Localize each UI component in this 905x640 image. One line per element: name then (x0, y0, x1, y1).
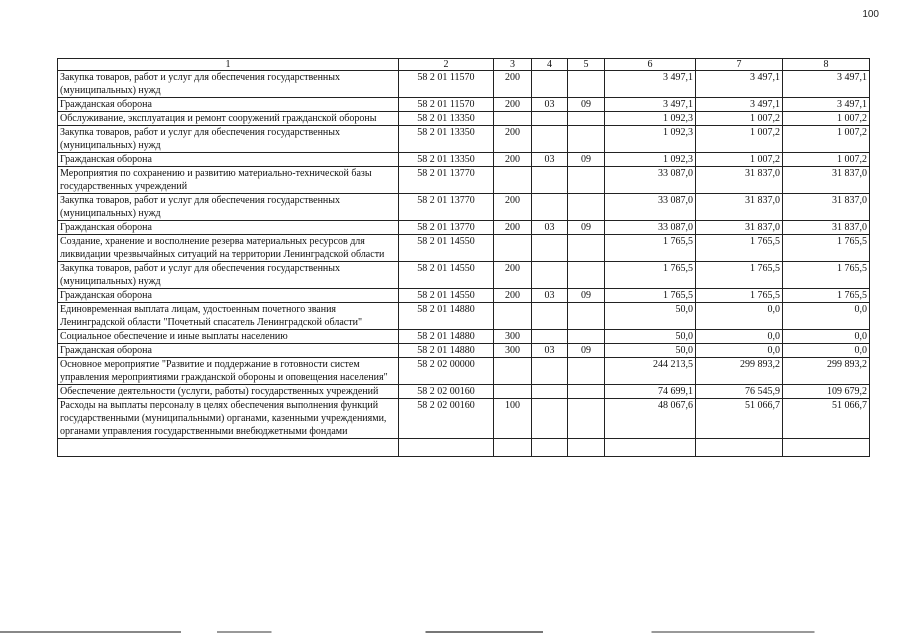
table-cell-col1: Мероприятия по сохранению и развитию материально-технической базы государственных учреждений (58, 167, 399, 194)
table-row (58, 330, 870, 344)
column-header-2: 2 (399, 59, 494, 71)
table-cell-col3: 200 (494, 126, 532, 153)
column-header-8: 8 (783, 59, 870, 71)
table-cell-col6: 1 765,5 (605, 289, 696, 303)
column-header-5: 5 (568, 59, 605, 71)
scan-edge-line (0, 631, 905, 633)
table-cell-col7: 1 765,5 (696, 235, 783, 262)
table-cell-col1: Обслуживание, эксплуатация и ремонт сооружений гражданской обороны (58, 112, 399, 126)
table-cell-col5 (568, 112, 605, 126)
table-cell-col3: 300 (494, 344, 532, 358)
table-cell-col5 (568, 385, 605, 399)
table-row (58, 235, 870, 262)
table-cell-col5 (568, 330, 605, 344)
table-cell-col8: 1 765,5 (783, 235, 870, 262)
table-cell-col3: 200 (494, 289, 532, 303)
table-cell-col4 (532, 303, 568, 330)
table-cell-col2: 58 2 01 13350 (399, 112, 494, 126)
table-cell-col3 (494, 167, 532, 194)
empty-table-row (58, 439, 870, 457)
table-cell-col5 (568, 126, 605, 153)
table-cell-col8: 1 765,5 (783, 262, 870, 289)
table-cell-col2: 58 2 01 14880 (399, 330, 494, 344)
table-cell-col7: 31 837,0 (696, 194, 783, 221)
table-cell-col2: 58 2 01 11570 (399, 71, 494, 98)
table-cell-col3: 200 (494, 194, 532, 221)
table-cell-col6: 1 765,5 (605, 262, 696, 289)
table-row (58, 289, 870, 303)
table-cell-col7: 31 837,0 (696, 221, 783, 235)
table-cell-col7: 51 066,7 (696, 399, 783, 439)
table-cell-col8: 3 497,1 (783, 71, 870, 98)
table-cell-col3: 200 (494, 153, 532, 167)
table-row (58, 153, 870, 167)
table-cell-col1: Обеспечение деятельности (услуги, работы) государственных учреждений (58, 385, 399, 399)
table-cell-col3: 100 (494, 399, 532, 439)
table-cell-col5 (568, 358, 605, 385)
table-cell-col1: Гражданская оборона (58, 344, 399, 358)
empty-cell (568, 439, 605, 457)
table-cell-col2: 58 2 02 00160 (399, 385, 494, 399)
table-row (58, 358, 870, 385)
table-cell-col1: Гражданская оборона (58, 98, 399, 112)
table-cell-col5 (568, 194, 605, 221)
table-cell-col3: 200 (494, 98, 532, 112)
table-cell-col4: 03 (532, 344, 568, 358)
table-cell-col8: 0,0 (783, 303, 870, 330)
table-cell-col1: Единовременная выплата лицам, удостоенным почетного звания Ленинградской области "Почетный спасатель Ленинградской области" (58, 303, 399, 330)
table-cell-col1: Гражданская оборона (58, 221, 399, 235)
table-cell-col2: 58 2 01 14550 (399, 262, 494, 289)
table-cell-col2: 58 2 02 00000 (399, 358, 494, 385)
table-cell-col2: 58 2 01 14880 (399, 344, 494, 358)
table-cell-col7: 299 893,2 (696, 358, 783, 385)
table-cell-col6: 50,0 (605, 344, 696, 358)
table-row (58, 303, 870, 330)
empty-cell (783, 439, 870, 457)
table-cell-col3 (494, 235, 532, 262)
empty-cell (696, 439, 783, 457)
table-cell-col5 (568, 71, 605, 98)
table-cell-col4: 03 (532, 98, 568, 112)
table-cell-col7: 0,0 (696, 303, 783, 330)
table-cell-col2: 58 2 01 14880 (399, 303, 494, 330)
table-cell-col4: 03 (532, 153, 568, 167)
table-row (58, 221, 870, 235)
table-cell-col5: 09 (568, 221, 605, 235)
table-cell-col1: Закупка товаров, работ и услуг для обеспечения государственных (муниципальных) нужд (58, 71, 399, 98)
table-cell-col8: 1 007,2 (783, 153, 870, 167)
table-cell-col3: 300 (494, 330, 532, 344)
table-cell-col8: 109 679,2 (783, 385, 870, 399)
empty-cell (58, 439, 399, 457)
table-cell-col8: 299 893,2 (783, 358, 870, 385)
table-cell-col3 (494, 303, 532, 330)
table-cell-col6: 1 765,5 (605, 235, 696, 262)
table-cell-col5 (568, 167, 605, 194)
table-cell-col2: 58 2 02 00160 (399, 399, 494, 439)
table-cell-col6: 3 497,1 (605, 98, 696, 112)
table-cell-col2: 58 2 01 13350 (399, 153, 494, 167)
table-cell-col4: 03 (532, 221, 568, 235)
table-cell-col4 (532, 330, 568, 344)
table-cell-col3 (494, 112, 532, 126)
table-cell-col8: 0,0 (783, 330, 870, 344)
table-cell-col4 (532, 358, 568, 385)
table-cell-col7: 3 497,1 (696, 71, 783, 98)
table-cell-col5: 09 (568, 98, 605, 112)
empty-cell (605, 439, 696, 457)
table-cell-col6: 244 213,5 (605, 358, 696, 385)
table-row (58, 194, 870, 221)
table-row (58, 167, 870, 194)
table-cell-col7: 1 007,2 (696, 153, 783, 167)
table-cell-col7: 1 007,2 (696, 126, 783, 153)
table-cell-col8: 3 497,1 (783, 98, 870, 112)
table-cell-col6: 50,0 (605, 303, 696, 330)
table-row (58, 262, 870, 289)
table-cell-col3: 200 (494, 221, 532, 235)
table-cell-col4 (532, 194, 568, 221)
table-cell-col1: Закупка товаров, работ и услуг для обеспечения государственных (муниципальных) нужд (58, 126, 399, 153)
table-cell-col1: Создание, хранение и восполнение резерва материальных ресурсов для ликвидации чрезвычайных ситуаций на территории Ленинградской области (58, 235, 399, 262)
table-row (58, 71, 870, 98)
table-cell-col6: 3 497,1 (605, 71, 696, 98)
table-cell-col5: 09 (568, 344, 605, 358)
table-cell-col4 (532, 399, 568, 439)
table-cell-col1: Гражданская оборона (58, 289, 399, 303)
table-body (58, 71, 870, 457)
table-cell-col5 (568, 262, 605, 289)
table-cell-col2: 58 2 01 14550 (399, 235, 494, 262)
table-cell-col4 (532, 385, 568, 399)
table-cell-col8: 31 837,0 (783, 221, 870, 235)
table-cell-col4 (532, 262, 568, 289)
table-cell-col5: 09 (568, 153, 605, 167)
table-cell-col8: 0,0 (783, 344, 870, 358)
budget-table (57, 58, 870, 457)
table-cell-col2: 58 2 01 13770 (399, 167, 494, 194)
table-cell-col6: 50,0 (605, 330, 696, 344)
table-cell-col7: 1 765,5 (696, 289, 783, 303)
table-cell-col2: 58 2 01 13770 (399, 221, 494, 235)
table-cell-col6: 33 087,0 (605, 221, 696, 235)
table-cell-col8: 31 837,0 (783, 167, 870, 194)
table-cell-col8: 51 066,7 (783, 399, 870, 439)
table-cell-col2: 58 2 01 14550 (399, 289, 494, 303)
table-cell-col6: 1 092,3 (605, 153, 696, 167)
table-cell-col2: 58 2 01 13350 (399, 126, 494, 153)
table-cell-col7: 3 497,1 (696, 98, 783, 112)
table-cell-col4: 03 (532, 289, 568, 303)
table-cell-col4 (532, 167, 568, 194)
table-cell-col5 (568, 235, 605, 262)
table-cell-col3 (494, 358, 532, 385)
table-cell-col1: Закупка товаров, работ и услуг для обеспечения государственных (муниципальных) нужд (58, 262, 399, 289)
table-cell-col7: 1 765,5 (696, 262, 783, 289)
table-cell-col3: 200 (494, 262, 532, 289)
table-cell-col4 (532, 112, 568, 126)
table-cell-col5: 09 (568, 289, 605, 303)
table-cell-col6: 1 092,3 (605, 126, 696, 153)
table-cell-col8: 1 765,5 (783, 289, 870, 303)
table-cell-col6: 48 067,6 (605, 399, 696, 439)
table-cell-col6: 33 087,0 (605, 194, 696, 221)
table-cell-col7: 31 837,0 (696, 167, 783, 194)
table-cell-col2: 58 2 01 11570 (399, 98, 494, 112)
table-row (58, 126, 870, 153)
table-cell-col4 (532, 235, 568, 262)
header-row (58, 59, 870, 71)
table-cell-col2: 58 2 01 13770 (399, 194, 494, 221)
table-cell-col5 (568, 399, 605, 439)
table-cell-col1: Гражданская оборона (58, 153, 399, 167)
table-row (58, 98, 870, 112)
table-cell-col8: 1 007,2 (783, 126, 870, 153)
table-cell-col8: 31 837,0 (783, 194, 870, 221)
table-cell-col1: Расходы на выплаты персоналу в целях обеспечения выполнения функций государственными (муниципальными) органами, казенными учреждениями, органами управления государственными внебюджетными фондами (58, 399, 399, 439)
table-cell-col6: 33 087,0 (605, 167, 696, 194)
column-header-6: 6 (605, 59, 696, 71)
table-cell-col6: 1 092,3 (605, 112, 696, 126)
table-cell-col3: 200 (494, 71, 532, 98)
empty-cell (399, 439, 494, 457)
table-cell-col4 (532, 71, 568, 98)
table-cell-col1: Социальное обеспечение и иные выплаты населению (58, 330, 399, 344)
column-header-4: 4 (532, 59, 568, 71)
table-cell-col3 (494, 385, 532, 399)
table-row (58, 344, 870, 358)
table-cell-col4 (532, 126, 568, 153)
table-row (58, 385, 870, 399)
column-header-1: 1 (58, 59, 399, 71)
table-row (58, 112, 870, 126)
column-header-7: 7 (696, 59, 783, 71)
table-cell-col1: Закупка товаров, работ и услуг для обеспечения государственных (муниципальных) нужд (58, 194, 399, 221)
empty-cell (494, 439, 532, 457)
table-row (58, 399, 870, 439)
table-cell-col1: Основное мероприятие "Развитие и поддержание в готовности систем управления мероприятиями гражданской обороны и оповещения населения" (58, 358, 399, 385)
table-cell-col7: 76 545,9 (696, 385, 783, 399)
table-cell-col8: 1 007,2 (783, 112, 870, 126)
page-number: 100 (862, 9, 879, 20)
table-cell-col5 (568, 303, 605, 330)
empty-cell (532, 439, 568, 457)
table-cell-col7: 1 007,2 (696, 112, 783, 126)
table-cell-col7: 0,0 (696, 344, 783, 358)
column-header-3: 3 (494, 59, 532, 71)
table-cell-col6: 74 699,1 (605, 385, 696, 399)
table-cell-col7: 0,0 (696, 330, 783, 344)
